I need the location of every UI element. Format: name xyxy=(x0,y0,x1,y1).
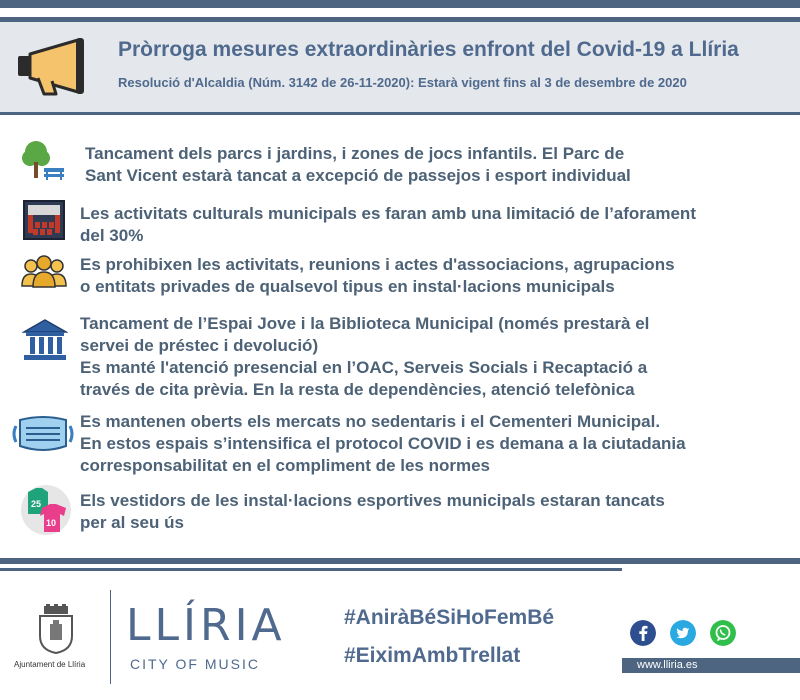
hashtag-anira-be: #AniràBéSiHoFemBé xyxy=(344,606,555,629)
footer-divider-thin xyxy=(0,568,622,571)
header-divider xyxy=(0,112,800,115)
group-people-icon xyxy=(20,254,68,288)
whatsapp-icon[interactable] xyxy=(710,620,736,646)
item-associations-line-2: o entitats privades de qualsevol tipus en instal·lacions municipals xyxy=(80,277,615,296)
item-culture-line-1: Les activitats culturals municipals es faran amb una limitació de l’aforament xyxy=(80,204,696,223)
item-sports xyxy=(80,490,665,534)
header-panel xyxy=(0,22,800,112)
face-mask-icon xyxy=(12,412,74,456)
hashtag-eixim: #EiximAmbTrellat xyxy=(344,644,521,667)
item-culture-line-2: del 30% xyxy=(80,226,144,245)
item-library-line-2: servei de préstec i devolució) xyxy=(80,336,319,355)
item-sports-line-2: per al seu ús xyxy=(80,513,184,532)
sports-jersey-icon xyxy=(20,484,72,536)
page-title: Pròrroga mesures extraordinàries enfront del Covid-19 a Llíria xyxy=(118,38,739,61)
megaphone-icon xyxy=(16,36,96,98)
facebook-icon[interactable] xyxy=(630,620,656,646)
item-markets-line-3: corresponsabilitat en el compliment de les normes xyxy=(80,456,491,475)
top-border-bar xyxy=(0,0,800,8)
website-link[interactable]: www.lliria.es xyxy=(637,659,698,671)
item-parks xyxy=(85,143,631,187)
item-markets xyxy=(80,411,686,477)
footer-divider xyxy=(0,558,800,564)
item-parks-line-1: Tancament dels parcs i jardins, i zones de jocs infantils. El Parc de xyxy=(85,144,625,163)
library-building-icon xyxy=(22,318,68,362)
page-subtitle: Resolució d'Alcaldia (Núm. 3142 de 26-11-2020): Estarà vigent fins al 3 de desembre de 2020 xyxy=(118,75,687,90)
crest-label: Ajuntament de Llíria xyxy=(14,660,86,669)
item-sports-line-1: Els vestidors de les instal·lacions esportives municipals estaran tancats xyxy=(80,491,665,510)
item-associations xyxy=(80,254,675,298)
item-library xyxy=(80,313,649,401)
lliria-logo-text: LLÍRIA xyxy=(126,600,286,651)
park-tree-icon xyxy=(20,138,66,182)
svg-text:10: 10 xyxy=(46,518,57,528)
theater-icon xyxy=(23,200,65,240)
item-culture xyxy=(80,203,696,247)
svg-text:25: 25 xyxy=(31,499,42,509)
item-library-line-1: Tancament de l’Espai Jove i la Biblioteca Municipal (només prestarà el xyxy=(80,314,650,333)
item-markets-line-2: En estos espais s’intensifica el protocol COVID i es demana a la ciutadania xyxy=(80,434,686,453)
item-library-line-3: Es manté l'atenció presencial en l’OAC, Serveis Socials i Recaptació a xyxy=(80,358,648,377)
city-of-music-text: CITY OF MUSIC xyxy=(130,656,260,672)
item-associations-line-1: Es prohibixen les activitats, reunions i actes d'associacions, agrupacions xyxy=(80,255,675,274)
item-parks-line-2: Sant Vicent estarà tancat a excepció de passejos i esport individual xyxy=(85,166,631,185)
item-markets-line-1: Es mantenen oberts els mercats no sedentaris i el Cementeri Municipal. xyxy=(80,412,661,431)
coat-of-arms-icon xyxy=(36,604,76,654)
footer-vertical-divider xyxy=(110,590,111,684)
twitter-icon[interactable] xyxy=(670,620,696,646)
item-library-line-4: través de cita prèvia. En la resta de dependències, atenció telefònica xyxy=(80,380,635,399)
